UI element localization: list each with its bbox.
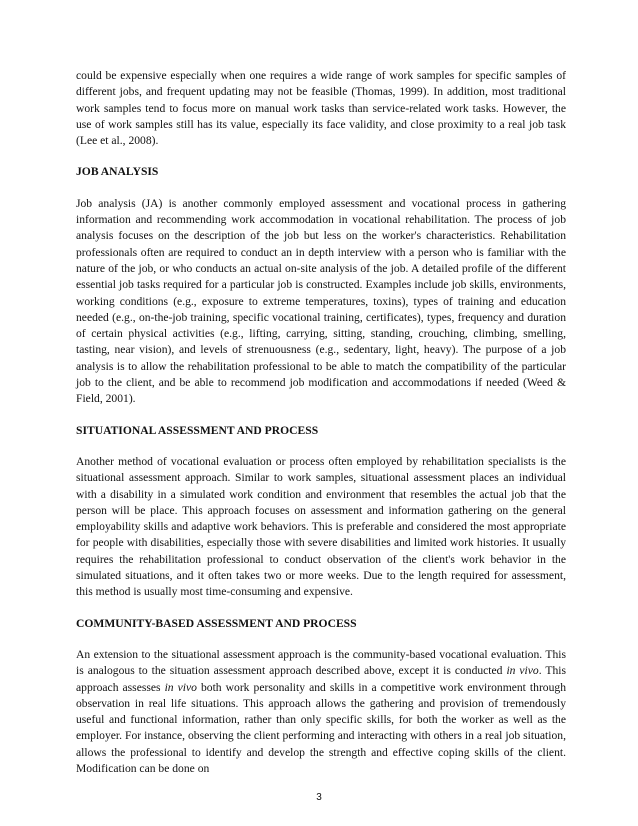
- intro-paragraph: could be expensive especially when one requires a wide range of work samples for specific samples of different jobs, and frequent updating may not be feasible (Thomas, 1999). In addition, most traditional work samples tend to focus more on manual work tasks than service-related work tasks. However, the use of work samples still has its value, especially its face validity, and close proximity to a real job task (Lee et al., 2008).: [76, 69, 566, 148]
- situational-assessment-paragraph: Another method of vocational evaluation or process often employed by rehabilitation specialists is the situational assessment approach. Similar to work samples, situational assessment places an individual with a disability in a simulated work condition and environment that resembles the actual job that the person will be place. This approach focuses on assessment and information gathering on the general employability skills and adaptive work behaviors. This is preferable and considered the most appropriate for people with disabilities, especially those with severe disabilities and limited work histories. It usually requires the rehabilitation professional to conduct observation of the client's work behavior in the simulated situations, and it often takes two or more weeks. Due to the length required for assessment, this method is usually most time-consuming and expensive.: [76, 454, 566, 599]
- situational-assessment-heading: SITUATIONAL ASSESSMENT AND PROCESS: [76, 423, 319, 437]
- in-vivo-italic-2: in vivo: [164, 680, 197, 694]
- page-content: [76, 68, 566, 777]
- job-analysis-heading: JOB ANALYSIS: [76, 165, 159, 179]
- job-analysis-paragraph: Job analysis (JA) is another commonly employed assessment and vocational process in gathering information and recommending work accommodation in vocational rehabilitation. The process of job analysis focuses on the description of the job but less on the worker's characteristics. Rehabilitation professionals often are required to conduct an in depth interview with a person who is familiar with the nature of the job, or who conducts an actual on-site analysis of the job. A detailed profile of the different essential job tasks required for a particular job is constructed. Examples include job skills, environments, working conditions (e.g., exposure to extreme temperatures, toxins), types of training and education needed (e.g., on-the-job training, specific vocational training, certificates), types, frequency and duration of certain physical activities (e.g., lifting, carrying, sitting, standing, crouching, climbing, smelling, tasting, near vision), and levels of strenuousness (e.g., sedentary, light, heavy). The purpose of a job analysis is to allow the rehabilitation professional to be able to match the compatibility of the particular job to the client, and be able to recommend job modification and accommodations if needed (Weed & Field, 2001).: [76, 196, 566, 406]
- community-assessment-paragraph: [76, 647, 566, 777]
- community-text-part2: . This approach assesses: [76, 664, 566, 694]
- community-text-part3: both work personality and skills in a competitive work environment through observation in real life situations. This approach allows the gathering and provision of tremendously useful and functional information, rather than only specific skills, for both the worker as well as the employer. For instance, observing the client performing and interacting with others in a real job situation, allows the professional to identify and develop the strength and effective coping skills of the client. Modification can be done on: [76, 680, 566, 775]
- page-number: 3: [316, 792, 322, 803]
- community-text-part1: An extension to the situational assessment approach is the community-based vocational evaluation. This is analogous to the situation assessment approach described above, except it is conducted: [76, 647, 566, 678]
- community-assessment-heading: COMMUNITY-BASED ASSESSMENT AND PROCESS: [76, 616, 357, 630]
- in-vivo-italic-1: in vivo: [506, 664, 539, 678]
